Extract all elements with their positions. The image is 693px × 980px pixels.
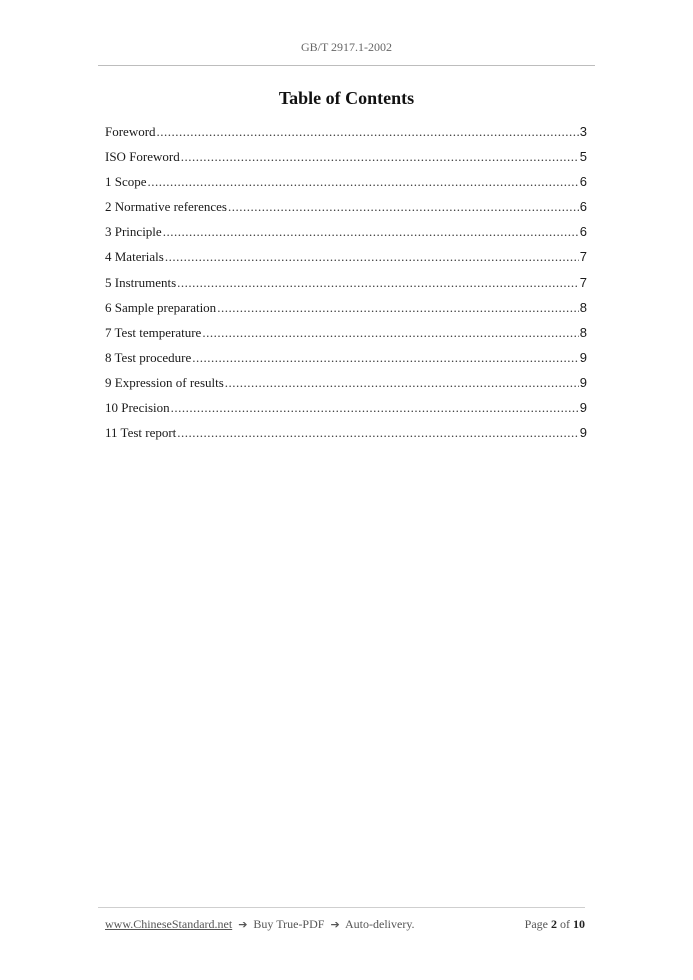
toc-entry-page: 7 bbox=[579, 274, 587, 290]
site-link[interactable]: www.ChineseStandard.net bbox=[105, 917, 233, 931]
toc-entry-page: 5 bbox=[579, 149, 587, 165]
toc-entry-label[interactable]: 11 Test report bbox=[105, 425, 177, 441]
toc-entry-precision[interactable] bbox=[105, 398, 587, 423]
dot-leader bbox=[228, 197, 579, 217]
toc-entry-label[interactable]: 4 Materials bbox=[105, 249, 164, 265]
auto-delivery-text: Auto-delivery. bbox=[345, 917, 415, 931]
toc-entry-test-temperature[interactable] bbox=[105, 323, 587, 348]
toc-entry-page: 6 bbox=[579, 174, 587, 190]
toc-entry-label[interactable]: 2 Normative references bbox=[105, 199, 227, 215]
toc-entry-label[interactable]: ISO Foreword bbox=[105, 149, 180, 165]
current-page-number: 2 bbox=[551, 917, 557, 931]
toc-entry-normative-references[interactable] bbox=[105, 197, 587, 222]
toc-entry-page: 6 bbox=[579, 199, 587, 215]
dot-leader bbox=[171, 398, 579, 418]
total-pages-number: 10 bbox=[573, 917, 585, 931]
toc-entry-label[interactable]: 5 Instruments bbox=[105, 274, 177, 290]
dot-leader bbox=[225, 373, 579, 393]
footer-divider bbox=[98, 907, 585, 908]
toc-entry-label[interactable]: 1 Scope bbox=[105, 174, 147, 190]
dot-leader bbox=[157, 122, 579, 142]
toc-entry-test-procedure[interactable] bbox=[105, 348, 587, 373]
toc-entry-page: 6 bbox=[579, 224, 587, 240]
of-word: of bbox=[560, 917, 570, 931]
toc-entry-page: 8 bbox=[579, 324, 587, 340]
header-divider bbox=[98, 65, 595, 66]
toc-entry-test-report[interactable] bbox=[105, 423, 587, 448]
toc-entry-page: 9 bbox=[579, 349, 587, 365]
toc-entry-page: 3 bbox=[579, 124, 587, 139]
toc-entry-label[interactable]: 8 Test procedure bbox=[105, 349, 192, 365]
right-arrow-icon: ➔ bbox=[238, 918, 248, 931]
toc-entry-foreword[interactable] bbox=[105, 122, 587, 147]
page-indicator bbox=[525, 917, 585, 932]
dot-leader bbox=[165, 247, 579, 267]
toc-entry-expression-of-results[interactable] bbox=[105, 373, 587, 398]
buy-true-pdf-text: Buy True-PDF bbox=[253, 917, 325, 931]
toc-entry-label[interactable]: Foreword bbox=[105, 124, 156, 139]
toc-entry-iso-foreword[interactable] bbox=[105, 147, 587, 172]
toc-entry-page: 9 bbox=[579, 374, 587, 390]
footer-promo bbox=[105, 917, 415, 932]
toc-entry-page: 7 bbox=[579, 249, 587, 265]
toc-entry-principle[interactable] bbox=[105, 222, 587, 247]
toc-entry-label[interactable]: 7 Test temperature bbox=[105, 324, 202, 340]
dot-leader bbox=[202, 323, 578, 343]
toc-entry-page: 8 bbox=[579, 299, 587, 315]
toc-entry-sample-preparation[interactable] bbox=[105, 298, 587, 323]
toc-entry-materials[interactable] bbox=[105, 247, 587, 272]
right-arrow-icon: ➔ bbox=[330, 918, 340, 931]
toc-entry-page: 9 bbox=[579, 425, 587, 441]
page-word: Page bbox=[524, 917, 548, 931]
dot-leader bbox=[177, 423, 578, 443]
toc-entry-page: 9 bbox=[579, 400, 587, 416]
toc-entry-instruments[interactable] bbox=[105, 273, 587, 298]
dot-leader bbox=[217, 298, 579, 318]
dot-leader bbox=[177, 273, 579, 293]
dot-leader bbox=[163, 222, 579, 242]
toc-entry-label[interactable]: 6 Sample preparation bbox=[105, 299, 217, 315]
toc-entry-scope[interactable] bbox=[105, 172, 587, 197]
toc-title: Table of Contents bbox=[278, 88, 415, 108]
toc-entry-label[interactable]: 3 Principle bbox=[105, 224, 162, 240]
dot-leader bbox=[192, 348, 579, 368]
toc-list bbox=[105, 122, 587, 448]
dot-leader bbox=[181, 147, 579, 167]
dot-leader bbox=[148, 172, 579, 192]
running-header: GB/T 2917.1-2002 bbox=[300, 40, 393, 54]
toc-entry-label[interactable]: 10 Precision bbox=[105, 400, 170, 416]
toc-entry-label[interactable]: 9 Expression of results bbox=[105, 374, 224, 390]
